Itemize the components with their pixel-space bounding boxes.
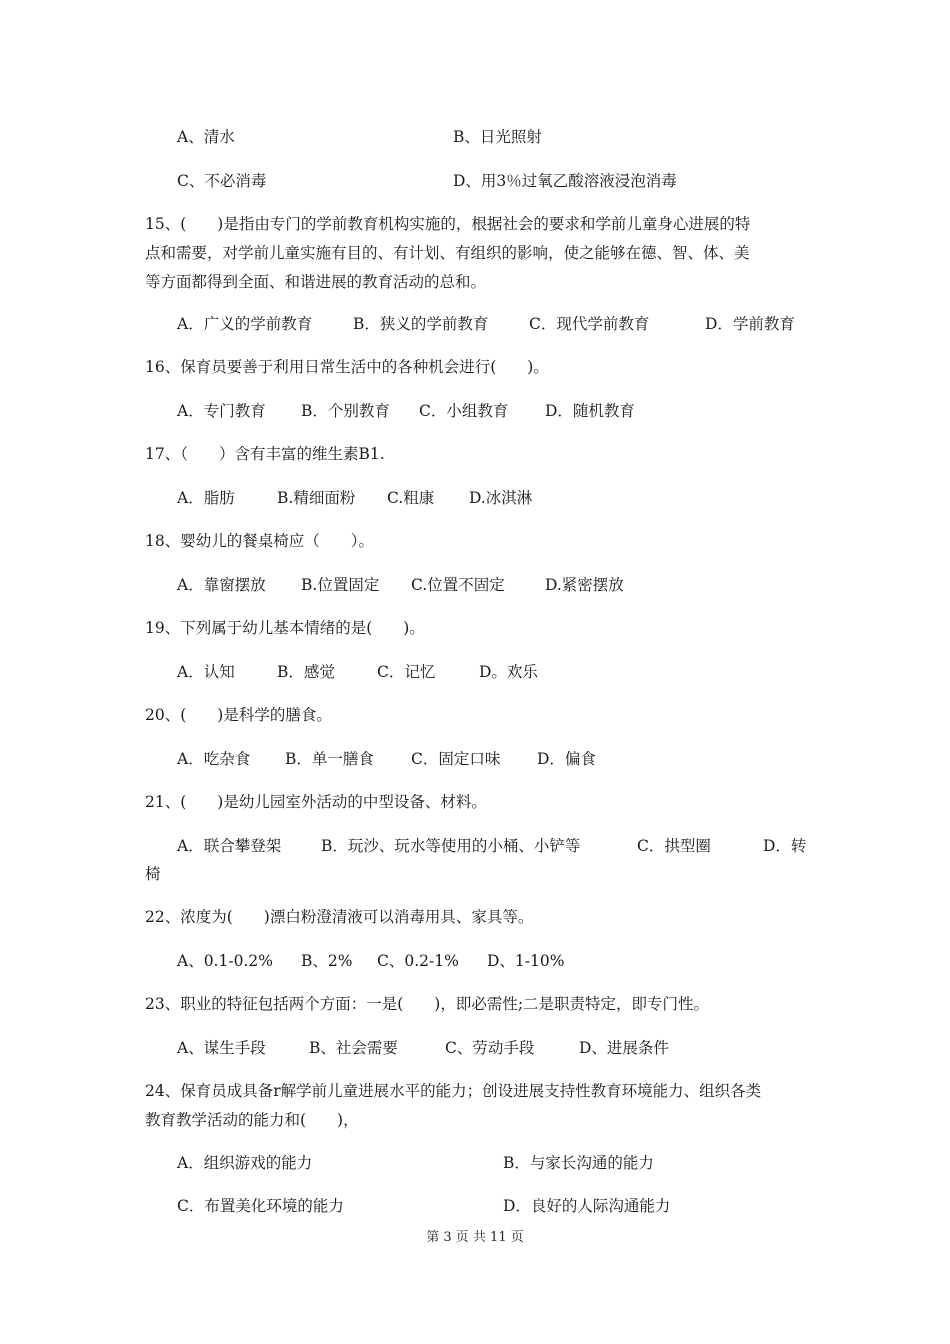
question-stem: 点和需要，对学前儿童实施有目的、有计划、有组织的影响，使之能够在德、智、体、美 (145, 244, 750, 262)
option: B．个别教育 (301, 402, 390, 420)
option: D、1-10% (487, 952, 565, 970)
option: B、日光照射 (453, 128, 542, 146)
option: B、社会需要 (309, 1039, 398, 1057)
option: B．玩沙、玩水等使用的小桶、小铲等 (321, 837, 581, 855)
option: C．固定口味 (411, 750, 501, 768)
option: C.位置不固定 (411, 576, 505, 594)
option: C、0.2-1% (377, 952, 459, 970)
option: A．吃杂食 (177, 750, 251, 768)
option: A．组织游戏的能力 (177, 1154, 313, 1172)
option: D.冰淇淋 (469, 489, 533, 507)
question-stem: 17、（ ）含有丰富的维生素B1. (145, 445, 385, 463)
option: B.精细面粉 (277, 489, 356, 507)
option: D．偏食 (537, 750, 596, 768)
option: B.位置固定 (301, 576, 380, 594)
question-stem: 23、职业的特征包括两个方面：一是( )，即必需性;二是职责特定，即专门性。 (145, 995, 710, 1013)
question-stem: 22、浓度为( )漂白粉澄清液可以消毒用具、家具等。 (145, 908, 534, 926)
option: C.粗康 (387, 489, 435, 507)
option: A、0.1-0.2% (177, 952, 273, 970)
option: D、用3％过氧乙酸溶液浸泡消毒 (453, 172, 677, 190)
option: A、清水 (177, 128, 235, 146)
option: C．记忆 (377, 663, 436, 681)
question-stem: 24、保育员成具备r解学前儿童进展水平的能力；创设进展支持性教育环境能力、组织各类 (145, 1082, 762, 1100)
option: B．狭义的学前教育 (353, 315, 489, 333)
option: C、不必消毒 (177, 172, 267, 190)
question-stem: 16、保育员要善于利用日常生活中的各种机会进行( )。 (145, 358, 549, 376)
option: A．联合攀登架 (177, 837, 282, 855)
question-stem: 18、婴幼儿的餐桌椅应（ ）。 (145, 532, 374, 550)
question-stem: 19、下列属于幼儿基本情绪的是( )。 (145, 619, 425, 637)
option: D、进展条件 (579, 1039, 669, 1057)
question-stem: 等方面都得到全面、和谐进展的教育活动的总和。 (145, 273, 487, 291)
question-stem: 教育教学活动的能力和( )， (145, 1111, 359, 1129)
option: A．靠窗摆放 (177, 576, 266, 594)
option: D。欢乐 (479, 663, 538, 681)
option: A．认知 (177, 663, 235, 681)
option: A．脂肪 (177, 489, 235, 507)
question-stem: 20、( )是科学的膳食。 (145, 706, 332, 724)
option: C．布置美化环境的能力 (177, 1197, 344, 1215)
question-stem: 21、( )是幼儿园室外活动的中型设备、材料。 (145, 793, 487, 811)
option: B．感觉 (277, 663, 335, 681)
option: A．广义的学前教育 (177, 315, 313, 333)
option: B．单一膳食 (285, 750, 374, 768)
page-footer: 第 3 页 共 11 页 (426, 1230, 524, 1245)
question-stem: 15、( )是指由专门的学前教育机构实施的，根据社会的要求和学前儿童身心进展的特 (145, 215, 751, 233)
option: D.紧密摆放 (545, 576, 624, 594)
option: C、劳动手段 (445, 1039, 535, 1057)
option-wrap: 椅 (145, 865, 161, 883)
option: C．小组教育 (419, 402, 509, 420)
option: D．转 (763, 837, 807, 855)
option: C．现代学前教育 (529, 315, 650, 333)
option: D．学前教育 (705, 315, 795, 333)
option: B．与家长沟通的能力 (503, 1154, 654, 1172)
option: A．专门教育 (177, 402, 266, 420)
option: B、2% (301, 952, 353, 970)
option: A、谋生手段 (177, 1039, 266, 1057)
option: D．随机教育 (545, 402, 635, 420)
option: D．良好的人际沟通能力 (503, 1197, 671, 1215)
option: C．拱型圈 (637, 837, 711, 855)
